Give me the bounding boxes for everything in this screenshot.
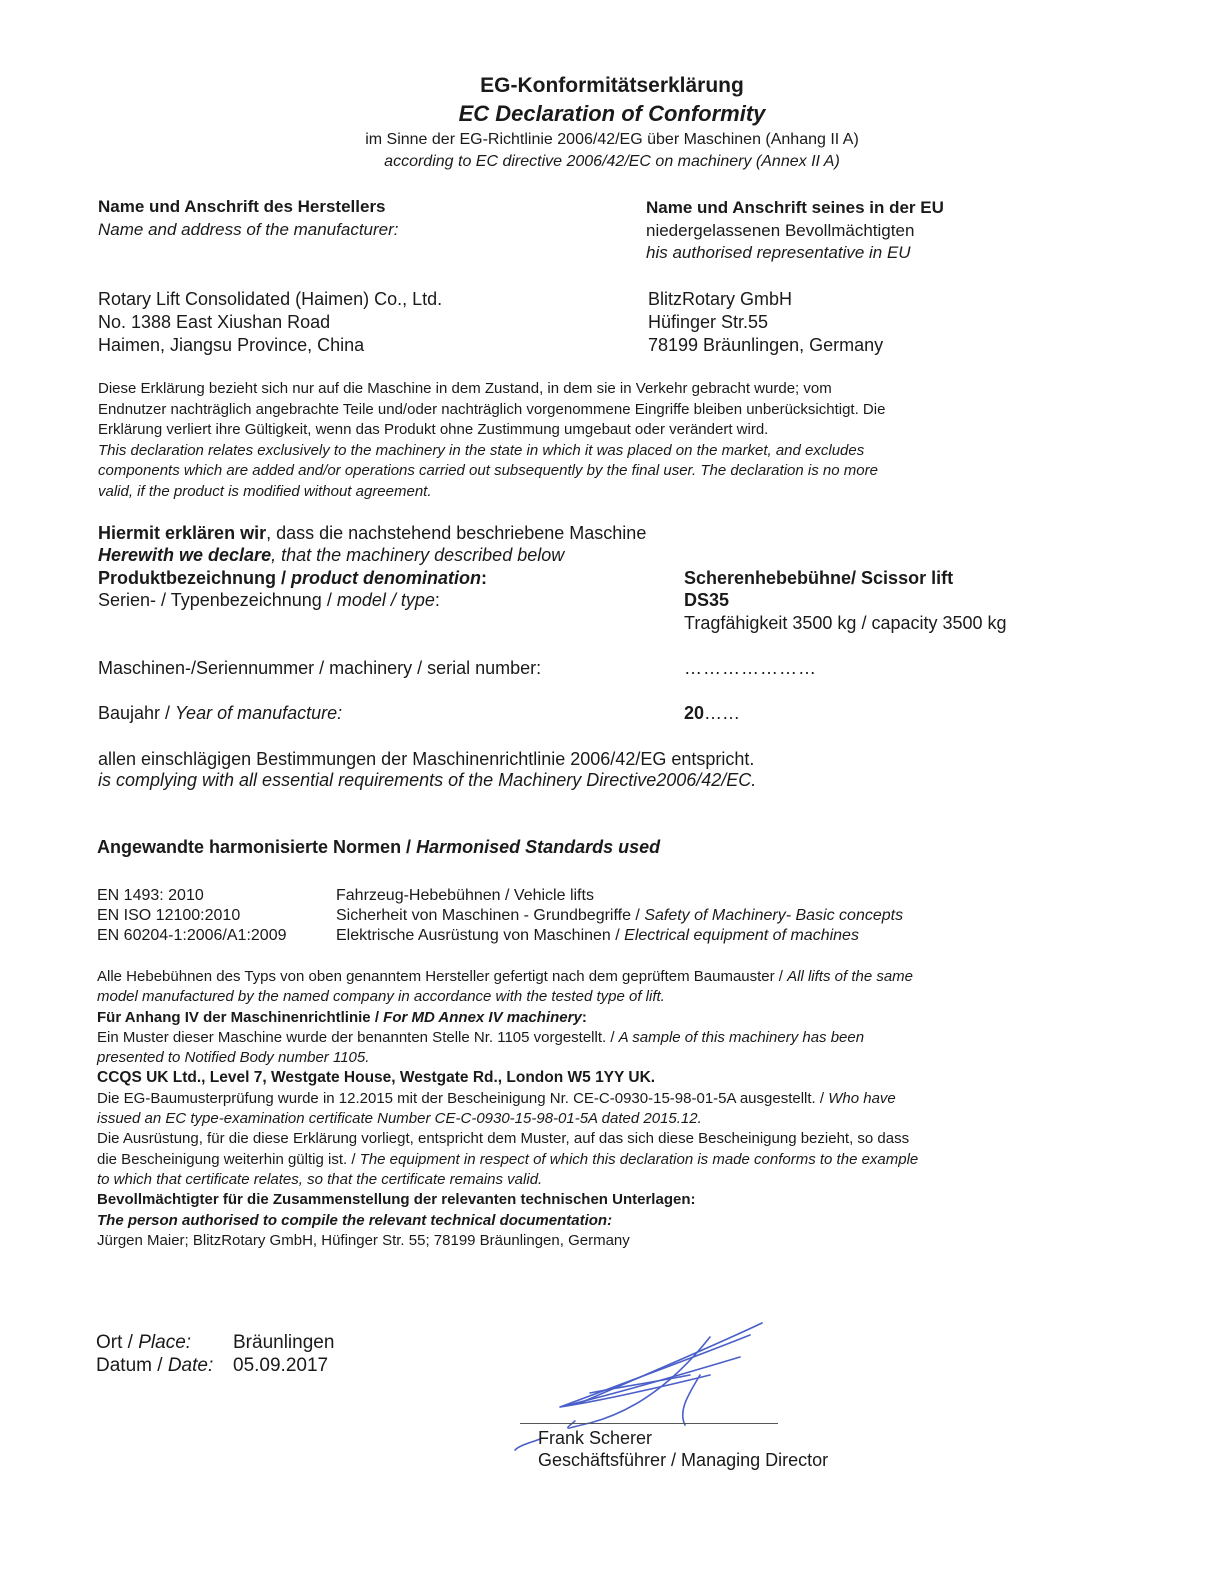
place-label-en: Place: [138, 1332, 192, 1353]
product-value: Scherenhebebühne/ Scissor lift [684, 568, 954, 588]
capacity: Tragfähigkeit 3500 kg / capacity 3500 kg [684, 613, 1007, 633]
declaration-en-bold: Herewith we declare [98, 545, 272, 565]
disclaimer-de-line: Diese Erklärung bezieht sich nur auf die Maschine in dem Zustand, in dem sie in Verkehr gebracht wurde; vom [98, 380, 832, 397]
date-label-en: Date: [167, 1355, 214, 1376]
declaration-en-rest: , that the machinery described below [271, 545, 565, 565]
representative-heading-de-2: niedergelassenen Bevollmächtigten [646, 221, 915, 240]
model-label [98, 590, 440, 611]
representative-address [648, 288, 883, 357]
notes-sample-en-2: presented to Notified Body number 1105. [97, 1049, 370, 1067]
manufacturer-heading-de: Name und Anschrift des Herstellers [98, 197, 386, 216]
manufacturer-line: No. 1388 East Xiushan Road [98, 312, 331, 332]
disclaimer-en-line: This declaration relates exclusively to the machinery in the state in which it was placed on the market, and excludes [98, 441, 865, 459]
notes-auth-person: Jürgen Maier; BlitzRotary GmbH, Hüfinger Str. 55; 78199 Bräunlingen, Germany [97, 1231, 630, 1249]
standards-heading [97, 837, 660, 858]
representative-heading-de-1: Name und Anschrift seines in der EU [646, 198, 944, 217]
manufacturer-line: Haimen, Jiangsu Province, China [98, 335, 365, 355]
place-label [96, 1332, 191, 1354]
notes-equip-en-2: to which that certificate relates, so that the certificate remains valid. [97, 1170, 543, 1188]
notified-body-address: CCQS UK Ltd., Level 7, Westgate House, Westgate Rd., London W5 1YY UK. [97, 1069, 656, 1087]
standard-description [336, 887, 594, 905]
product-label [98, 568, 487, 589]
standard-code: EN ISO 12100:2010 [97, 907, 241, 924]
signature-stroke [515, 1439, 540, 1450]
signature-stroke [560, 1335, 750, 1407]
model-label-de: Serien- / Typenbezeichnung / [98, 590, 337, 610]
model-value: DS35 [684, 590, 730, 610]
year-value [684, 703, 740, 724]
declaration-en [98, 545, 564, 566]
notes-cert-line [97, 1089, 918, 1109]
notes-annex [97, 1008, 918, 1028]
year-value-prefix: 20 [684, 703, 705, 723]
representative-line: Hüfinger Str.55 [648, 312, 769, 332]
notes-sample-line [97, 1028, 918, 1048]
title-en: EC Declaration of Conformity [458, 101, 766, 126]
standard-code: EN 1493: 2010 [97, 887, 204, 904]
disclaimer-de-line: Endnutzer nachträglich angebrachte Teile und/oder nachträglich vorgenommene Eingriffe bleiben unberücksichtigt. Die [98, 400, 886, 418]
notes-equip-line [97, 1150, 918, 1170]
representative-line: BlitzRotary GmbH [648, 289, 793, 309]
notes-cert-en: Who have [828, 1089, 896, 1107]
date-label-de: Datum / [96, 1355, 168, 1376]
disclaimer-en-line: valid, if the product is modified without agreement. [98, 482, 432, 500]
disclaimer-en-line: components which are added and/or operations carried out subsequently by the final user. The declaration is no more [98, 462, 878, 479]
notes-lifts-line [97, 967, 918, 987]
subtitle-en: according to EC directive 2006/42/EC on machinery (Annex II A) [384, 153, 840, 170]
standards-heading-de: Angewandte harmonisierte Normen / [97, 837, 417, 857]
notes-annex-colon: : [581, 1008, 587, 1026]
standard-description [336, 927, 859, 945]
compliance-de: allen einschlägigen Bestimmungen der Maschinenrichtlinie 2006/42/EG entspricht. [98, 749, 755, 769]
compliance-en: is complying with all essential requirements of the Machinery Directive2006/42/EC. [98, 770, 757, 790]
title-de: EG-Konformitätserklärung [480, 74, 744, 97]
declaration-de-rest: , dass die nachstehend beschriebene Maschine [266, 523, 647, 543]
signature-stroke [580, 1323, 762, 1403]
declaration-de [98, 523, 646, 544]
signer-name: Frank Scherer [538, 1428, 653, 1448]
signature-line [520, 1423, 778, 1424]
standard-desc-en: Electrical equipment of machines [624, 927, 859, 944]
signer-title: Geschäftsführer / Managing Director [538, 1450, 829, 1470]
notes-auth-de: Bevollmächtigter für die Zusammenstellung der relevanten technischen Unterlagen: [97, 1191, 696, 1209]
disclaimer [98, 379, 885, 502]
representative-heading-en: his authorised representative in EU [646, 243, 911, 262]
date-value: 05.09.2017 [233, 1355, 329, 1376]
notes-equip-de-1: Die Ausrüstung, für die diese Erklärung vorliegt, entspricht dem Muster, auf das sich diese Bescheinigung bezieht, so dass [97, 1130, 910, 1148]
notes-cert-en-2: issued an EC type-examination certificate Number CE-C-0930-15-98-01-5A dated 2015.12. [97, 1110, 702, 1128]
declaration-de-bold: Hiermit erklären wir [98, 523, 267, 543]
notes-lifts-en: All lifts of the same [787, 968, 914, 985]
standard-desc-de: Sicherheit von Maschinen - Grundbegriffe / [336, 907, 645, 924]
standard-desc-de: Fahrzeug-Hebebühnen / Vehicle lifts [336, 887, 594, 904]
manufacturer-heading-en: Name and address of the manufacturer: [98, 220, 399, 239]
notes-lifts-en-2: model manufactured by the named company in accordance with the tested type of lift. [97, 988, 665, 1006]
notes-sample-en: A sample of this machinery has been [618, 1028, 865, 1046]
product-label-colon: : [481, 568, 487, 588]
notes-equip-en: The equipment in respect of which this declaration is made conforms to the example [359, 1150, 919, 1168]
standard-desc-en: Safety of Machinery- Basic concepts [644, 907, 904, 924]
standard-description [336, 907, 903, 925]
signature-stroke [683, 1375, 700, 1425]
representative-line: 78199 Bräunlingen, Germany [648, 335, 884, 355]
notes [97, 967, 918, 1251]
year-value-dots: …… [704, 703, 741, 723]
notes-lifts-de: Alle Hebebühnen des Typs von oben genanntem Hersteller gefertigt nach dem geprüftem Baumauster / [97, 968, 788, 985]
notes-equip-de-2: die Bescheinigung weiterhin gültig ist. / [97, 1150, 360, 1168]
model-label-colon: : [434, 590, 440, 610]
serial-value: ………………… [684, 658, 817, 678]
year-label [98, 703, 342, 724]
standard-desc-de: Elektrische Ausrüstung von Maschinen / [336, 927, 625, 944]
notes-sample-de: Ein Muster dieser Maschine wurde der benannten Stelle Nr. 1105 vorgestellt. / [97, 1028, 619, 1046]
notes-annex-de: Für Anhang IV der Maschinenrichtlinie / [97, 1008, 384, 1026]
serial-label: Maschinen-/Seriennummer / machinery / serial number: [98, 658, 542, 678]
place-label-de: Ort / [96, 1332, 139, 1353]
manufacturer-address [98, 288, 442, 357]
manufacturer-line: Rotary Lift Consolidated (Haimen) Co., Ltd. [98, 289, 443, 309]
model-label-en: model / type [336, 590, 435, 610]
standards-heading-en: Harmonised Standards used [416, 837, 661, 857]
standard-code: EN 60204-1:2006/A1:2009 [97, 927, 287, 944]
year-label-en: Year of manufacture: [175, 703, 343, 723]
product-label-de: Produktbezeichnung / [98, 568, 292, 588]
date-label [96, 1355, 213, 1377]
year-label-de: Baujahr / [98, 703, 176, 723]
signature-stroke [568, 1337, 710, 1428]
place-value: Bräunlingen [233, 1332, 335, 1353]
product-label-en: product denomination [291, 568, 481, 588]
notes-annex-en: For MD Annex IV machinery [383, 1008, 582, 1026]
subtitle-de: im Sinne der EG-Richtlinie 2006/42/EG über Maschinen (Anhang II A) [365, 131, 859, 148]
notes-auth-en: The person authorised to compile the relevant technical documentation: [97, 1211, 613, 1229]
notes-cert-de: Die EG-Baumusterprüfung wurde in 12.2015 mit der Bescheinigung Nr. CE-C-0930-15-98-01-5A ausgestellt. / [97, 1089, 829, 1107]
disclaimer-de-line: Erklärung verliert ihre Gültigkeit, wenn das Produkt ohne Zustimmung umgebaut oder verändert wird. [98, 421, 769, 438]
